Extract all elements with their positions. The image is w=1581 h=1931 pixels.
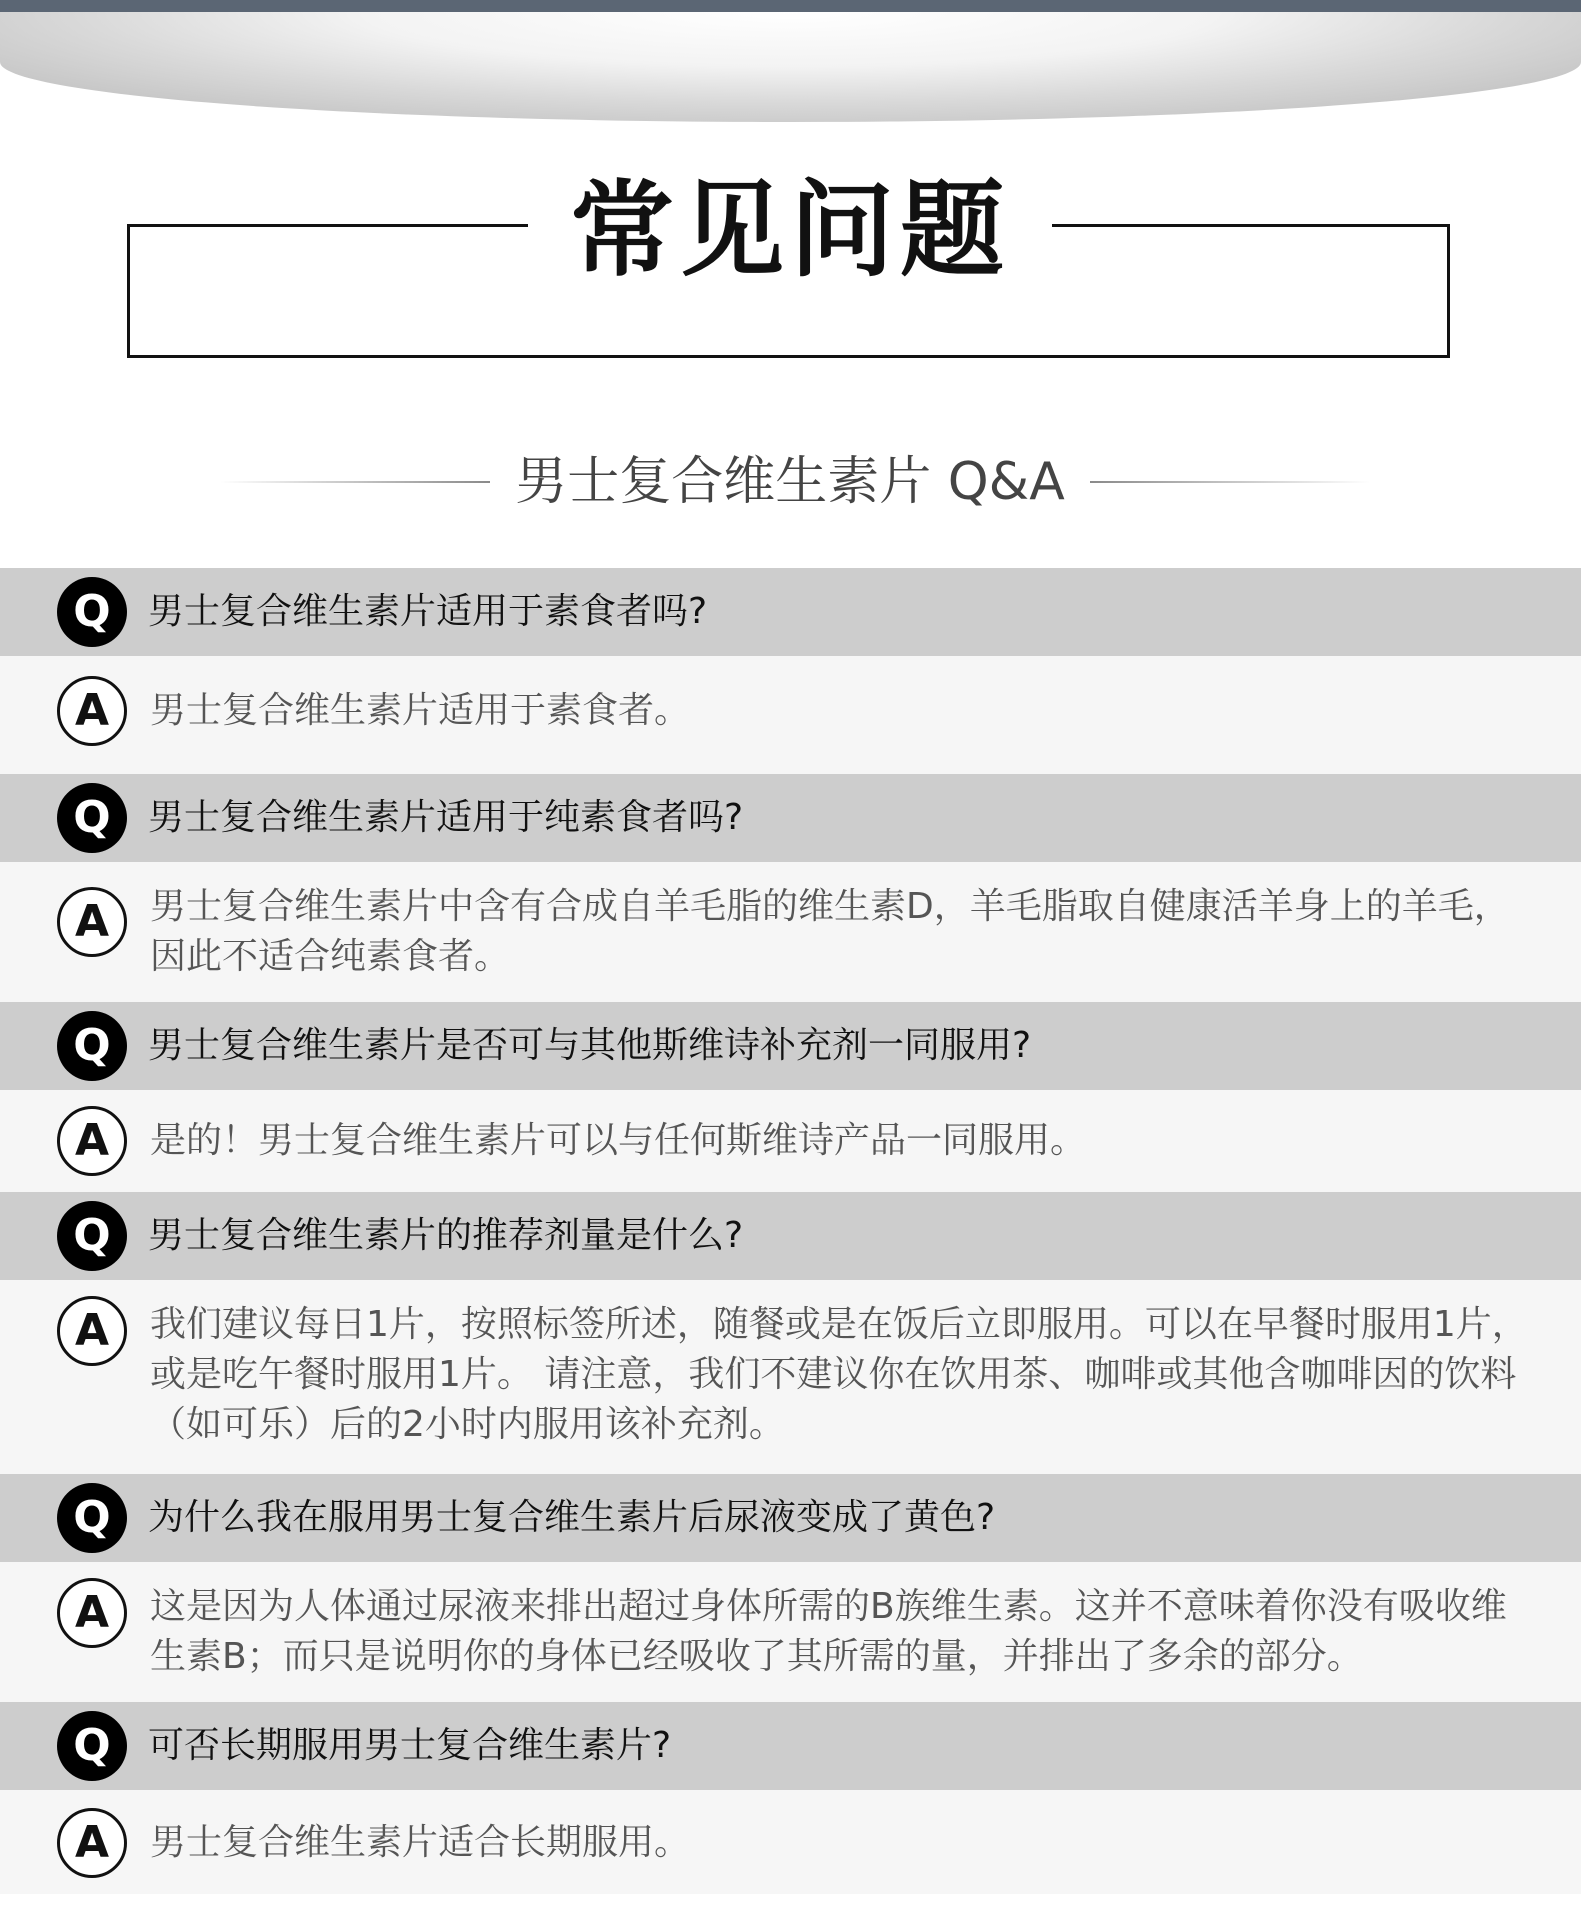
faq-answer-3 [0,1090,1581,1192]
answer-text: 这是因为人体通过尿液来排出超过身体所需的B族维生素。这并不意味着你没有吸收维生素B；而只是说明你的身体已经吸收了其所需的量，并排出了多余的部分。 [150,1586,1507,1677]
faq-list [0,568,1581,1894]
top-band [0,0,1581,12]
faq-answer-4 [0,1280,1581,1474]
faq-question-1 [0,568,1581,656]
question-badge-icon: Q [57,1711,127,1781]
answer-badge-icon: A [57,1808,127,1878]
answer-text: 我们建议每日1片，按照标签所述，随餐或是在饭后立即服用。可以在早餐时服用1片，或是吃午餐时服用1片。 请注意，我们不建议你在饮用茶、咖啡或其他含咖啡因的饮料（如可乐）后的2小时内服用该补充剂。 [150,1304,1528,1445]
faq-question-5 [0,1474,1581,1562]
page-title: 常见问题 [569,169,1010,291]
answer-badge-icon: A [57,1106,127,1176]
faq-answer-2 [0,862,1581,1002]
answer-badge-icon: A [57,1578,127,1648]
question-badge-icon: Q [57,1483,127,1553]
question-badge-icon: Q [57,1011,127,1081]
top-shade [0,12,1581,122]
question-badge-icon: Q [57,1201,127,1271]
question-badge-icon: Q [57,783,127,853]
faq-question-4 [0,1192,1581,1280]
subtitle-row [0,450,1581,514]
faq-answer-1 [0,656,1581,774]
faq-answer-5 [0,1562,1581,1702]
question-text: 男士复合维生素片是否可与其他斯维诗补充剂一同服用? [148,1025,1032,1066]
answer-text: 是的！男士复合维生素片可以与任何斯维诗产品一同服用。 [150,1120,1087,1161]
answer-text: 男士复合维生素片中含有合成自羊毛脂的维生素D，羊毛脂取自健康活羊身上的羊毛，因此不适合纯素食者。 [150,886,1510,977]
faq-question-6 [0,1702,1581,1790]
answer-badge-icon: A [57,887,127,957]
question-text: 可否长期服用男士复合维生素片? [148,1725,672,1766]
answer-text: 男士复合维生素片适合长期服用。 [150,1822,691,1863]
question-text: 男士复合维生素片的推荐剂量是什么? [148,1215,744,1256]
question-badge-icon: Q [57,577,127,647]
answer-badge-icon: A [57,676,127,746]
question-text: 男士复合维生素片适用于素食者吗? [148,591,708,632]
faq-answer-6 [0,1790,1581,1894]
faq-question-3 [0,1002,1581,1090]
question-text: 为什么我在服用男士复合维生素片后尿液变成了黄色? [148,1497,996,1538]
subtitle-divider-right [1090,481,1370,483]
subtitle: 男士复合维生素片 Q&A [515,452,1065,512]
subtitle-divider-left [220,481,490,483]
answer-text: 男士复合维生素片适用于素食者。 [150,690,691,731]
answer-badge-icon: A [57,1296,127,1366]
faq-question-2 [0,774,1581,862]
question-text: 男士复合维生素片适用于纯素食者吗? [148,797,744,838]
